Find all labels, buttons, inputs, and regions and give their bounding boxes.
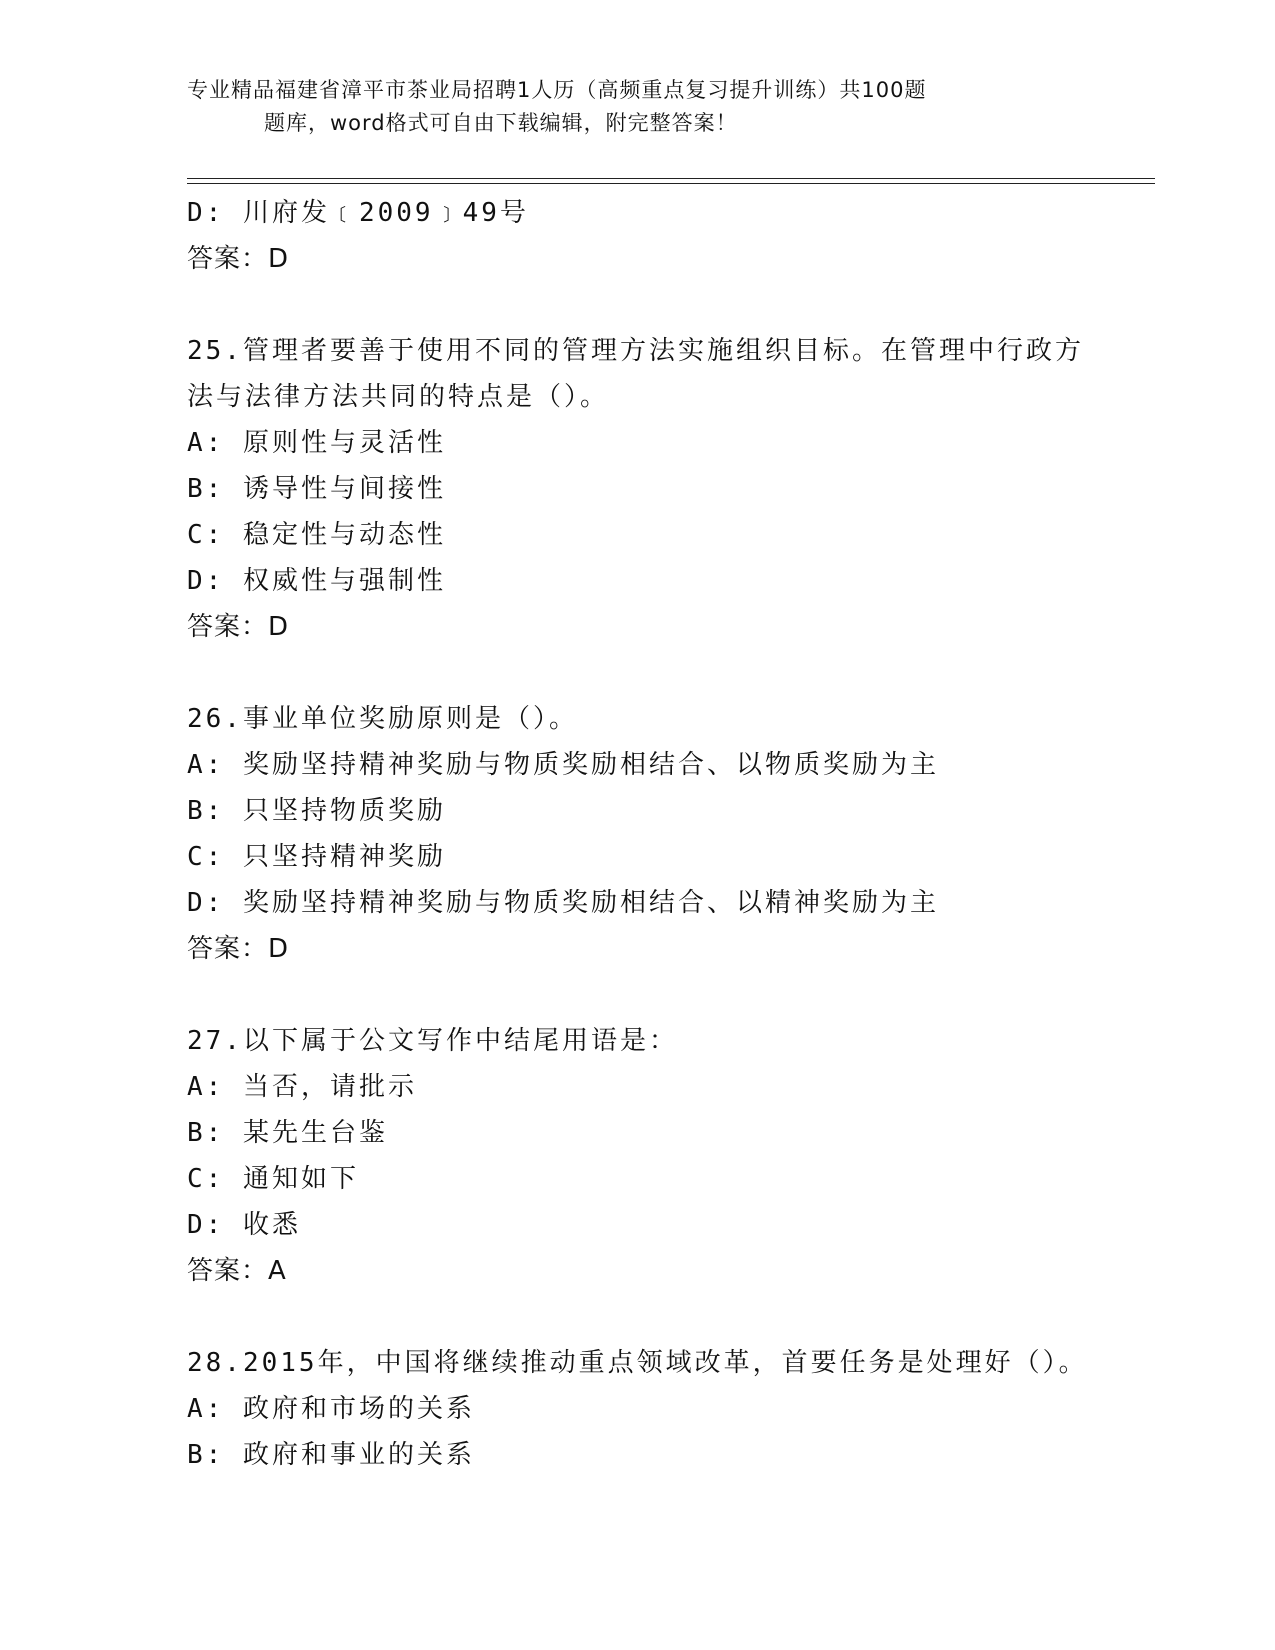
option-d: D: 权威性与强制性 <box>187 566 446 596</box>
document-header <box>187 74 1067 140</box>
option-a: A: 原则性与灵活性 <box>187 428 446 458</box>
header-title-line2: 题库，word格式可自由下载编辑，附完整答案！ <box>264 111 738 135</box>
option-b: B: 政府和事业的关系 <box>187 1440 475 1470</box>
header-rule-top <box>187 178 1155 179</box>
question-26 <box>187 696 1147 972</box>
question-stem: 25.管理者要善于使用不同的管理方法实施组织目标。在管理中行政方 <box>187 336 1084 366</box>
spacer <box>187 972 1147 1018</box>
option-d: D: 收悉 <box>187 1210 301 1240</box>
question-stem: 27.以下属于公文写作中结尾用语是： <box>187 1026 678 1056</box>
answer-line: 答案：D <box>187 244 290 274</box>
option-b: B: 只坚持物质奖励 <box>187 796 446 826</box>
option-c: C: 通知如下 <box>187 1164 359 1194</box>
option-a: A: 政府和市场的关系 <box>187 1394 475 1424</box>
question-25 <box>187 328 1147 650</box>
option-a: A: 当否，请批示 <box>187 1072 417 1102</box>
header-rule-bottom <box>187 183 1155 184</box>
option-a: A: 奖励坚持精神奖励与物质奖励相结合、以物质奖励为主 <box>187 750 939 780</box>
spacer <box>187 650 1147 696</box>
header-title-line1: 专业精品福建省漳平市茶业局招聘1人历（高频重点复习提升训练）共100题 <box>187 78 927 102</box>
spacer <box>187 282 1147 328</box>
question-stem-continued: 法与法律方法共同的特点是（）。 <box>187 382 610 412</box>
option-b: B: 某先生台鉴 <box>187 1118 388 1148</box>
option-d: D: 奖励坚持精神奖励与物质奖励相结合、以精神奖励为主 <box>187 888 939 918</box>
option-c: C: 只坚持精神奖励 <box>187 842 446 872</box>
answer-line: 答案：A <box>187 1256 287 1286</box>
question-stem: 28.2015年，中国将继续推动重点领域改革，首要任务是处理好（）。 <box>187 1348 1088 1378</box>
option-b: B: 诱导性与间接性 <box>187 474 446 504</box>
question-stem: 26.事业单位奖励原则是（）。 <box>187 704 578 734</box>
option-d: D: 川府发﹝2009﹞49号 <box>187 198 529 228</box>
question-28 <box>187 1340 1147 1478</box>
answer-line: 答案：D <box>187 934 290 964</box>
option-c: C: 稳定性与动态性 <box>187 520 446 550</box>
answer-line: 答案：D <box>187 612 290 642</box>
question-27 <box>187 1018 1147 1294</box>
question-list <box>187 190 1147 1478</box>
spacer <box>187 1294 1147 1340</box>
